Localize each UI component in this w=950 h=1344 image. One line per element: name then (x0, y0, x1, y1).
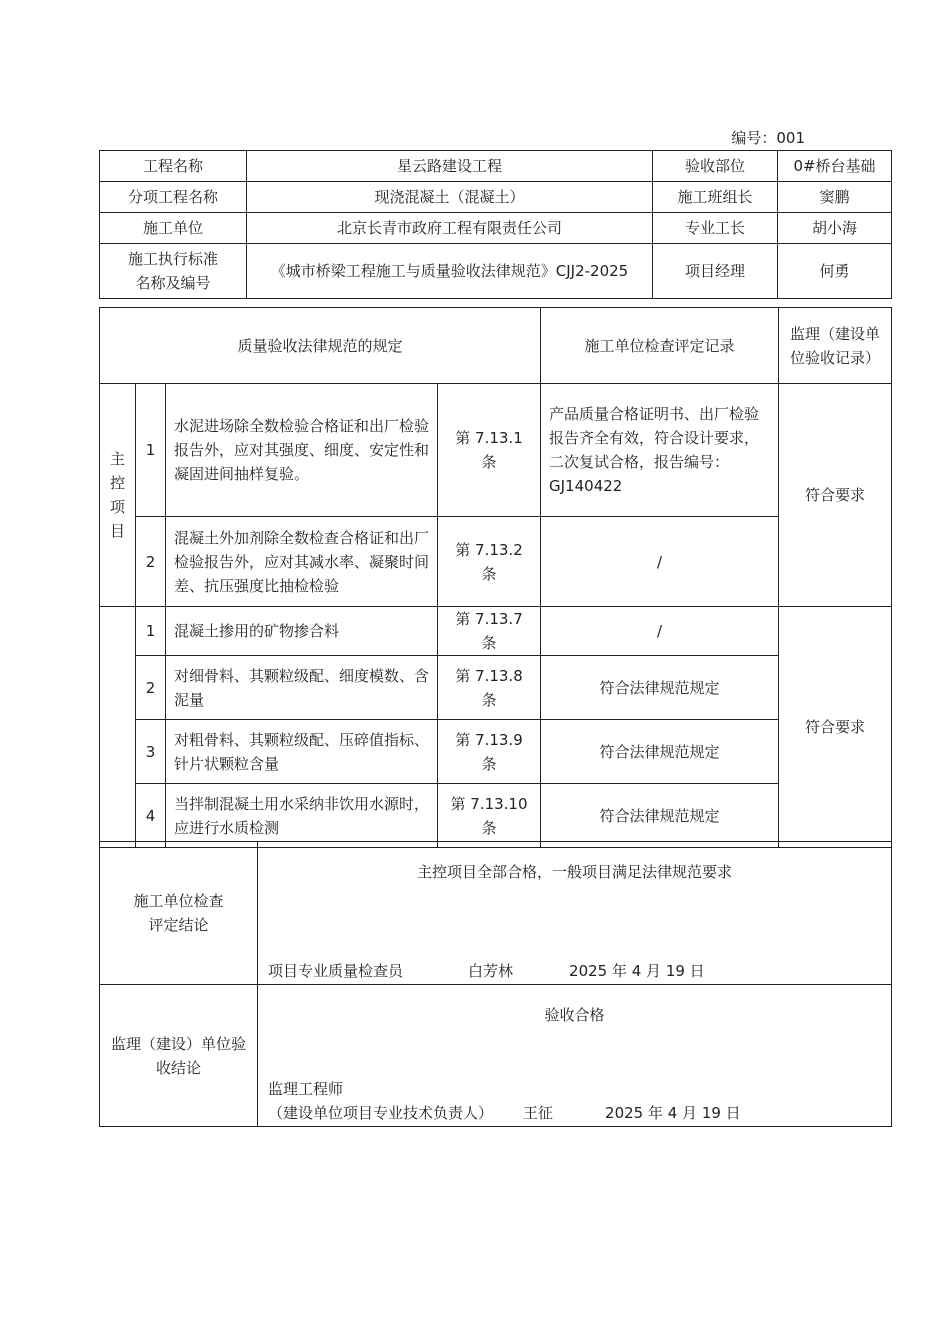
foreman-value: 胡小海 (778, 213, 892, 244)
supervision-conclusion-text: 验收合格 (544, 1006, 605, 1024)
project-name-label: 工程名称 (100, 151, 247, 182)
sub-project-label: 分项工程名称 (100, 182, 247, 213)
record-column-header: 施工单位检查评定记录 (541, 308, 779, 384)
main-group-label-text: 主控项目 (110, 450, 126, 540)
spec-column-header: 质量验收法律规范的规定 (100, 308, 541, 384)
construction-conclusion-label (100, 842, 258, 985)
inspector-label: 项目专业质量检查员 (268, 962, 404, 980)
item-record: 产品质量合格证明书、出厂检验报告齐全有效，符合设计要求，二次复试合格，报告编号：GJ140422 (541, 384, 779, 517)
item-record: / (541, 607, 779, 656)
supervision-conclusion-label-text: 监理（建设）单位验收结论 (110, 1034, 246, 1077)
item-record: 符合法律规范规定 (541, 720, 779, 784)
engineer-sub-label: （建设单位项目专业技术负责人） (268, 1104, 494, 1122)
item-description: 对粗骨料、其颗粒级配、压碎值指标、针片状颗粒含量 (166, 720, 438, 784)
item-clause: 第 7.13.7 条 (438, 607, 541, 656)
construction-unit-value: 北京长青市政府工程有限责任公司 (247, 213, 653, 244)
standard-value: 《城市桥梁工程施工与质量验收法律规范》CJJ2-2025 (247, 244, 653, 299)
item-description: 当拌制混凝土用水采纳非饮用水源时，应进行水质检测 (166, 784, 438, 848)
main-group-result: 符合要求 (779, 384, 892, 607)
engineer-name: 王征 (523, 1104, 554, 1122)
sub-project-value: 现浇混凝土（混凝土） (247, 182, 653, 213)
general-group-result: 符合要求 (779, 607, 892, 848)
item-number: 4 (136, 784, 166, 848)
item-clause: 第 7.13.8 条 (438, 656, 541, 720)
foreman-label: 专业工长 (653, 213, 778, 244)
standard-label-line-2: 名称及编号 (135, 274, 211, 292)
item-description: 混凝土外加剂除全数检查合格证和出厂检验报告外，应对其减水率、凝聚时间差、抗压强度比抽检检验 (166, 517, 438, 607)
item-number: 1 (136, 384, 166, 517)
item-number: 1 (136, 607, 166, 656)
supervision-conclusion-label (100, 985, 258, 1127)
item-number: 2 (136, 656, 166, 720)
item-record: 符合法律规范规定 (541, 784, 779, 848)
engineer-label: 监理工程师 (268, 1080, 344, 1098)
standard-label-line-1: 施工执行标准 (127, 250, 218, 268)
item-number: 2 (136, 517, 166, 607)
construction-conclusion-text: 主控项目全部合格，一般项目满足法律规范要求 (416, 863, 732, 881)
conclusions-table (99, 841, 892, 1127)
manager-label: 项目经理 (653, 244, 778, 299)
construction-conclusion-date: 2025 年 4 月 19 日 (569, 962, 705, 980)
item-clause: 第 7.13.2 条 (438, 517, 541, 607)
item-clause: 第 7.13.9 条 (438, 720, 541, 784)
construction-conclusion-body (258, 842, 892, 985)
item-description: 混凝土掺用的矿物掺合料 (166, 607, 438, 656)
supervision-conclusion-date: 2025 年 4 月 19 日 (605, 1104, 741, 1122)
inspector-name: 白芳林 (468, 962, 514, 980)
construction-unit-label: 施工单位 (100, 213, 247, 244)
acceptance-part-label: 验收部位 (653, 151, 778, 182)
item-description: 对细骨料、其颗粒级配、细度模数、含泥量 (166, 656, 438, 720)
construction-conclusion-label-text: 施工单位检查评定结论 (133, 892, 224, 934)
item-description: 水泥进场除全数检验合格证和出厂检验报告外，应对其强度、细度、安定性和凝固进间抽样复验。 (166, 384, 438, 517)
document-number: 编号：001 (731, 129, 805, 147)
item-record: 符合法律规范规定 (541, 656, 779, 720)
item-clause: 第 7.13.10 条 (438, 784, 541, 848)
team-leader-value: 窦鹏 (778, 182, 892, 213)
standard-label (100, 244, 247, 299)
inspection-items-table (99, 307, 892, 848)
construction-signature-line (268, 959, 705, 983)
supervision-conclusion-body (258, 985, 892, 1127)
project-name-value: 星云路建设工程 (247, 151, 653, 182)
header-info-table (99, 150, 892, 299)
item-record: / (541, 517, 779, 607)
general-group-label (100, 607, 136, 848)
supervision-signature-line (268, 1101, 741, 1125)
manager-value: 何勇 (778, 244, 892, 299)
team-leader-label: 施工班组长 (653, 182, 778, 213)
supervision-column-header: 监理（建设单位验收记录） (779, 308, 892, 384)
item-number: 3 (136, 720, 166, 784)
item-clause: 第 7.13.1 条 (438, 384, 541, 517)
main-group-label (100, 384, 136, 607)
acceptance-part-value: 0#桥台基础 (778, 151, 892, 182)
